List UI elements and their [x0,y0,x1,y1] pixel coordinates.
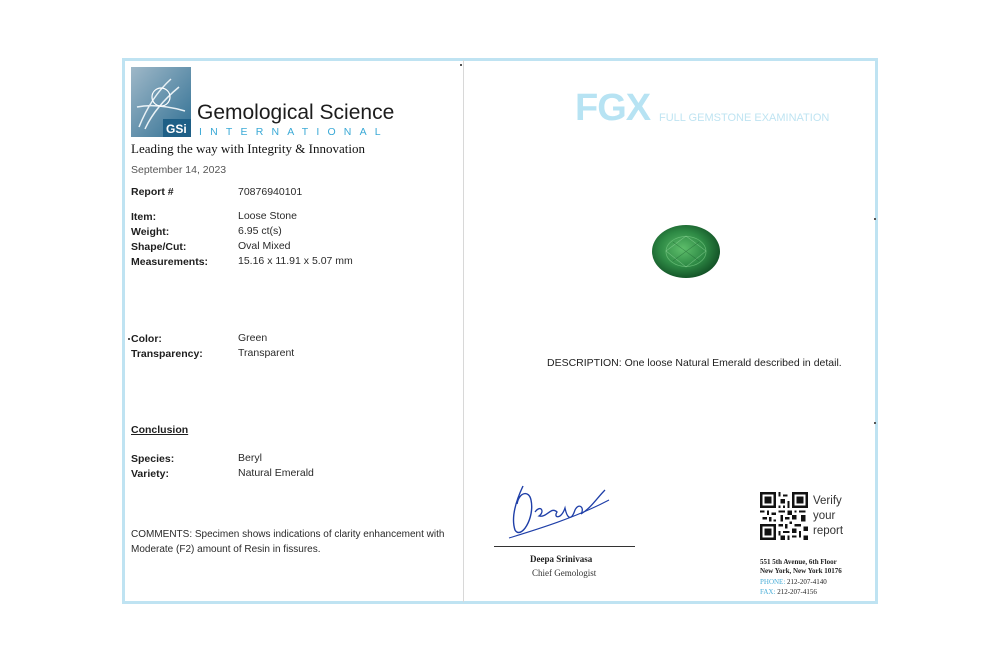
report-number-label: Report # [131,186,174,198]
margin-dot [874,422,876,424]
conclusion-heading: Conclusion [131,424,189,436]
transparency-label: Transparency: [131,348,203,360]
description: DESCRIPTION: One loose Natural Emerald described in detail. [547,357,842,369]
gsi-logo-text: GSi [166,122,187,136]
phone-row [760,578,827,586]
fgx-subtitle: FULL GEMSTONE EXAMINATION [659,112,830,124]
variety-label: Variety: [131,468,169,480]
margin-dot [460,64,462,66]
item-label: Item: [131,211,157,223]
phone-label: PHONE: [760,578,786,586]
shape-value: Oval Mixed [238,240,291,252]
fax-number: 212-207-4156 [777,588,817,596]
gsi-logo [131,67,191,137]
report-number-value: 70876940101 [238,186,303,198]
verify-report-link[interactable]: Verify your report [813,495,844,537]
signature-line [494,546,635,547]
fax-row [760,588,817,596]
phone-number: 212-207-4140 [787,578,827,586]
report-date: September 14, 2023 [131,164,227,176]
fax-label: FAX: [760,588,776,596]
species-label: Species: [131,453,175,465]
tagline: Leading the way with Integrity & Innovation [131,141,365,156]
signer-title: Chief Gemologist [532,568,597,578]
variety-value: Natural Emerald [238,467,314,479]
address-line-2: New York, New York 10176 [760,567,842,575]
fgx-logo: FGX [575,87,651,129]
shape-label: Shape/Cut: [131,241,187,253]
address-line-1: 551 5th Avenue, 6th Floor [760,558,837,566]
transparency-value: Transparent [238,347,295,359]
measurements-value: 15.16 x 11.91 x 5.07 mm [238,255,353,267]
comments-line-1: COMMENTS: Specimen shows indications of clarity enhancement with [131,529,445,540]
margin-dot [874,218,876,220]
item-value: Loose Stone [238,210,297,222]
color-value: Green [238,332,268,344]
measurements-label: Measurements: [131,256,209,268]
brand-subtitle: INTERNATIONAL [199,126,389,138]
bullet-dot [128,338,130,340]
color-label: Color: [131,333,162,345]
weight-value: 6.95 ct(s) [238,225,282,237]
species-value: Beryl [238,452,262,464]
weight-label: Weight: [131,226,170,238]
emerald-gem-image [651,224,721,279]
comments-line-2: Moderate (F2) amount of Resin in fissures. [131,544,321,555]
brand-title: Gemological Science [197,101,395,124]
center-fold [463,60,464,602]
signer-name: Deepa Srinivasa [530,554,593,564]
qr-code[interactable] [760,492,808,540]
signature-image [505,478,615,540]
